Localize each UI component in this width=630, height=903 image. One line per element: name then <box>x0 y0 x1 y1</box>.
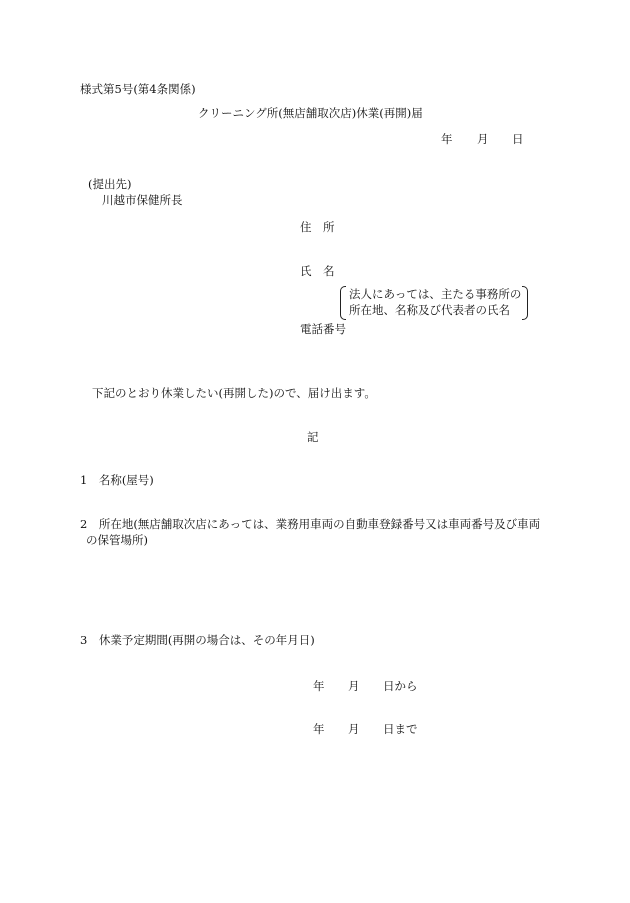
corporate-note <box>340 286 528 320</box>
item-2-line2: の保管場所) <box>86 533 148 547</box>
from-year: 年 <box>313 679 325 693</box>
right-bracket <box>522 286 528 320</box>
document-title: クリーニング所(無店舗取次店)休業(再開)届 <box>198 106 423 120</box>
name-label: 氏 名 <box>300 264 335 278</box>
corporate-note-line2: 所在地、名称及び代表者の氏名 <box>349 303 510 317</box>
to-day: 日まで <box>383 722 418 736</box>
from-month: 月 <box>348 679 360 693</box>
date-year: 年 <box>441 132 453 146</box>
phone-label: 電話番号 <box>300 322 346 336</box>
recipient-name: 川越市保健所長 <box>102 193 183 207</box>
form-number: 様式第5号(第4条関係) <box>80 82 196 96</box>
intro-text: 下記のとおり休業したい(再開した)ので、届け出ます。 <box>92 386 376 400</box>
item-3: 3 休業予定期間(再開の場合は、その年月日) <box>80 633 315 647</box>
address-label: 住 所 <box>300 220 335 234</box>
recipient-label: (提出先) <box>88 177 132 191</box>
to-month: 月 <box>348 722 360 736</box>
left-bracket <box>340 286 346 320</box>
date-month: 月 <box>477 132 489 146</box>
item-2-line1: 2 所在地(無店舗取次店にあっては、業務用車両の自動車登録番号又は車両番号及び車両 <box>80 517 541 531</box>
to-year: 年 <box>313 722 325 736</box>
ki-heading: 記 <box>307 430 319 444</box>
corporate-note-line1: 法人にあっては、主たる事務所の <box>349 287 522 301</box>
from-day: 日から <box>383 679 418 693</box>
date-day: 日 <box>512 132 524 146</box>
item-1: 1 名称(屋号) <box>80 473 154 487</box>
